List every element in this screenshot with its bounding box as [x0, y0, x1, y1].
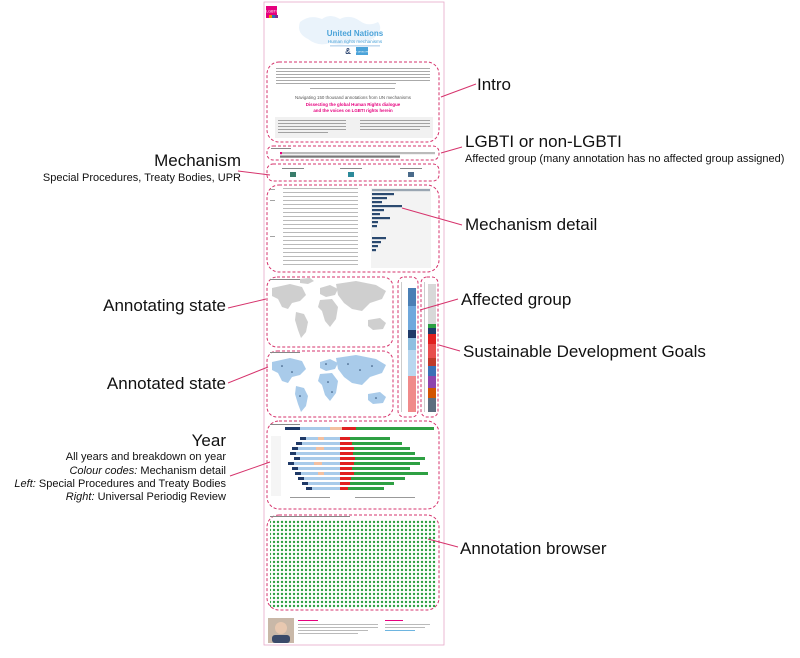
- state-marker: [325, 363, 327, 365]
- text-line: [360, 126, 430, 127]
- sdg-segment[interactable]: [428, 376, 436, 388]
- mechanism-swatch-special-procedures[interactable]: [290, 172, 296, 177]
- footer-heading-left: [298, 620, 318, 621]
- text-line: [276, 80, 430, 81]
- badge-color-4: [275, 15, 278, 18]
- year-bar-right-green[interactable]: [353, 452, 415, 455]
- callout-line-annotated-state: [228, 367, 268, 383]
- mechanism-label-upr: [400, 168, 422, 169]
- detail-bar[interactable]: [372, 189, 430, 191]
- left-navy-segment: [292, 467, 298, 470]
- category-label: [270, 189, 275, 190]
- year-bar-right-green[interactable]: [355, 457, 425, 460]
- sdg-segment[interactable]: [428, 328, 436, 334]
- year-row[interactable]: [288, 462, 420, 465]
- detail-row: [283, 256, 358, 257]
- un-title: United Nations: [326, 29, 384, 38]
- affected-group-segment[interactable]: [408, 288, 416, 306]
- year-row[interactable]: [296, 442, 402, 445]
- detail-row: [283, 240, 358, 241]
- all-years-segment[interactable]: [356, 427, 434, 430]
- year-bar-left[interactable]: [295, 472, 340, 475]
- detail-row: [283, 204, 358, 205]
- year-title-line: [270, 424, 300, 425]
- sdg-segment[interactable]: [428, 398, 436, 412]
- detail-bar[interactable]: [372, 213, 380, 215]
- category-label: [270, 236, 275, 237]
- state-marker: [299, 395, 301, 397]
- detail-row: [283, 236, 358, 237]
- year-bar-right-green[interactable]: [354, 447, 410, 450]
- detail-row: [283, 188, 358, 189]
- year-line3-label: Left:: [14, 478, 36, 490]
- callout-line-intro: [441, 84, 476, 97]
- year-bar-right-red[interactable]: [340, 437, 350, 440]
- callout-line-annotating-state: [228, 299, 266, 308]
- left-navy-segment: [295, 472, 301, 475]
- year-axis-labels: [271, 436, 281, 496]
- year-row[interactable]: [295, 472, 428, 475]
- callout-annotated-state-title: Annotated state: [106, 374, 226, 393]
- detail-row: [283, 252, 358, 253]
- callout-mechanism-subtitle: Special Procedures, Treaty Bodies, UPR: [42, 172, 241, 184]
- footer-text-line: [385, 627, 425, 628]
- year-bar-right-red[interactable]: [340, 457, 355, 460]
- text-line: [278, 123, 346, 124]
- detail-row: [283, 260, 358, 261]
- year-bar-right-red[interactable]: [340, 447, 354, 450]
- left-peach-segment: [316, 447, 324, 450]
- state-marker: [371, 365, 373, 367]
- un-subtitle-line: [330, 45, 380, 47]
- sdg-logo-text: SUSTAINABLE DEVELOPMENT GOALS: [343, 51, 381, 54]
- footer-text-line: [298, 627, 378, 628]
- year-row[interactable]: [298, 477, 405, 480]
- left-navy-segment: [296, 442, 302, 445]
- year-bar-right-red[interactable]: [340, 477, 351, 480]
- browser-title-line: [270, 516, 350, 517]
- text-line: [276, 77, 430, 78]
- annotation-dot-grid[interactable]: [270, 520, 436, 608]
- year-bar-right-green[interactable]: [354, 472, 428, 475]
- text-line: [360, 120, 430, 121]
- detail-bar[interactable]: [372, 193, 394, 195]
- headline-pink-1: Dissecting the global Human Rights dialogue: [305, 102, 401, 107]
- author-photo-shirt: [272, 635, 290, 643]
- left-peach-segment: [318, 437, 324, 440]
- callout-sdg-title: Sustainable Development Goals: [463, 342, 706, 361]
- detail-bar[interactable]: [372, 205, 402, 207]
- callout-lgbti-subtitle: Affected group (many annotation has no affected group assigned): [465, 153, 785, 165]
- callout-year-line4: [66, 491, 226, 503]
- state-marker: [359, 369, 361, 371]
- left-peach-segment: [314, 462, 322, 465]
- state-marker: [291, 371, 293, 373]
- headline-grey: Navigating 150 thousand annotations from UN mechanisms: [295, 95, 411, 100]
- mechanism-label-treaty-bodies: [340, 168, 362, 169]
- year-bar-right-red[interactable]: [340, 482, 350, 485]
- footer-text-line: [298, 633, 358, 634]
- text-line: [278, 120, 346, 121]
- year-row[interactable]: [294, 457, 425, 460]
- annotation-browser-section: [267, 515, 439, 610]
- footer-link-line[interactable]: [385, 630, 415, 631]
- lgbti-bar: [280, 152, 282, 154]
- detail-row: [283, 224, 358, 225]
- detail-row: [283, 264, 358, 265]
- lgbti-badge-text: LGBTI: [266, 9, 277, 14]
- all-years-segment[interactable]: [300, 427, 330, 430]
- text-line: [360, 129, 420, 130]
- state-marker: [327, 381, 329, 383]
- map-title-line: [270, 352, 300, 353]
- detail-bar[interactable]: [372, 221, 378, 223]
- callout-intro-title: Intro: [477, 75, 512, 94]
- detail-bar[interactable]: [372, 201, 382, 203]
- year-bar-right-green[interactable]: [348, 487, 384, 490]
- callout-year-line2: [69, 465, 226, 477]
- all-years-bar[interactable]: [285, 427, 434, 430]
- detail-bar[interactable]: [372, 237, 386, 239]
- all-years-segment[interactable]: [285, 427, 300, 430]
- footer-heading-right: [385, 620, 403, 621]
- year-line2-label: Colour codes:: [69, 465, 138, 477]
- state-marker: [347, 363, 349, 365]
- footer-text-line: [298, 630, 368, 631]
- year-line4-label: Right:: [65, 491, 95, 503]
- footer-text-line: [298, 624, 378, 625]
- left-navy-segment: [302, 482, 308, 485]
- affected-group-labels: [401, 282, 402, 412]
- text-line: [276, 71, 430, 72]
- category-label: [270, 200, 275, 201]
- detail-bar-panel: [371, 188, 431, 268]
- left-navy-segment: [300, 437, 306, 440]
- text-line: [276, 68, 430, 69]
- affected-group-segment[interactable]: [408, 338, 416, 350]
- text-line: [310, 88, 395, 89]
- year-bar-right-green[interactable]: [352, 467, 410, 470]
- year-row[interactable]: [302, 482, 394, 485]
- detail-row: [283, 196, 358, 197]
- year-bar-right-red[interactable]: [340, 462, 354, 465]
- text-line: [278, 126, 346, 127]
- year-bar-right-red[interactable]: [340, 452, 353, 455]
- callout-mechanism-title: Mechanism: [154, 151, 241, 170]
- sdg-segment[interactable]: [428, 388, 436, 398]
- year-bar-left[interactable]: [296, 442, 340, 445]
- callout-lgbti-title: LGBTI or non-LGBTI: [465, 132, 622, 151]
- left-navy-segment: [298, 477, 304, 480]
- headline-pink-2: and the voices on LGBTI rights herein: [313, 108, 393, 113]
- year-line3-value: Special Procedures and Treaty Bodies: [35, 478, 226, 490]
- state-marker: [281, 365, 283, 367]
- callout-mechanism-detail-title: Mechanism detail: [465, 215, 598, 234]
- year-row[interactable]: [292, 447, 410, 450]
- detail-bar[interactable]: [372, 209, 384, 211]
- text-line: [360, 123, 430, 124]
- year-bar-right-green[interactable]: [350, 437, 390, 440]
- badge-color-2: [269, 15, 272, 18]
- state-marker: [375, 397, 377, 399]
- year-row[interactable]: [300, 437, 390, 440]
- text-line: [278, 132, 328, 133]
- detail-bar[interactable]: [372, 249, 376, 251]
- sdg-labels: [424, 282, 425, 412]
- year-bar-right-red[interactable]: [340, 442, 352, 445]
- left-navy-segment: [288, 462, 294, 465]
- year-bar-right-red[interactable]: [340, 472, 354, 475]
- year-bar-right-red[interactable]: [340, 467, 352, 470]
- mechanism-swatch-upr[interactable]: [408, 172, 414, 177]
- year-line4-value: Universal Periodig Review: [94, 491, 226, 503]
- year-axis-caption-left: [290, 497, 330, 498]
- callout-year-title: Year: [191, 431, 226, 450]
- callout-year-line3: [14, 478, 226, 490]
- text-line: [276, 83, 396, 84]
- left-navy-segment: [294, 457, 300, 460]
- affected-group-segment[interactable]: [408, 330, 416, 338]
- sdg-segment[interactable]: [428, 344, 436, 358]
- text-line: [278, 129, 346, 130]
- affected-group-segment[interactable]: [408, 376, 416, 412]
- text-line: [276, 74, 430, 75]
- sdg-segment[interactable]: [428, 358, 436, 366]
- detail-bar[interactable]: [372, 241, 381, 243]
- callout-annotating-state-title: Annotating state: [103, 296, 226, 315]
- year-bar-left[interactable]: [292, 467, 340, 470]
- callout-annotation-browser-title: Annotation browser: [460, 539, 607, 558]
- detail-row: [283, 192, 358, 193]
- year-row[interactable]: [306, 487, 384, 490]
- left-navy-segment: [306, 487, 312, 490]
- detail-bar[interactable]: [372, 197, 387, 199]
- affected-group-section: [398, 277, 418, 417]
- detail-bar[interactable]: [372, 217, 390, 219]
- detail-row: [283, 216, 358, 217]
- left-peach-segment: [318, 472, 324, 475]
- map-title-line: [270, 279, 300, 280]
- year-row[interactable]: [292, 467, 410, 470]
- detail-row: [283, 220, 358, 221]
- affected-group-segment[interactable]: [408, 350, 416, 376]
- sdg-segment[interactable]: [428, 284, 436, 324]
- sdg-segment[interactable]: [428, 324, 436, 328]
- mechanism-swatch-treaty-bodies[interactable]: [348, 172, 354, 177]
- non-lgbti-bar: [280, 152, 435, 154]
- footer-text-line: [385, 624, 430, 625]
- callout-year-line1: All years and breakdown on year: [65, 451, 226, 463]
- mechanism-label-special-procedures: [282, 168, 304, 169]
- detail-row: [283, 212, 358, 213]
- lgbti-label-line: [271, 148, 291, 149]
- year-bar-right-green[interactable]: [351, 477, 405, 480]
- affected-group-stack[interactable]: [408, 288, 416, 412]
- left-navy-segment: [292, 447, 298, 450]
- badge-color-3: [272, 15, 275, 18]
- year-line2-value: Mechanism detail: [137, 465, 226, 477]
- state-marker: [331, 391, 333, 393]
- all-years-segment[interactable]: [342, 427, 356, 430]
- affected-group-segment[interactable]: [408, 306, 416, 330]
- year-bar-right-red[interactable]: [340, 487, 348, 490]
- sdg-segment[interactable]: [428, 334, 436, 344]
- year-row[interactable]: [290, 452, 415, 455]
- year-axis-caption-right: [355, 497, 415, 498]
- ampersand: &: [345, 47, 351, 56]
- sdg-segment[interactable]: [428, 366, 436, 376]
- detail-row: [283, 244, 358, 245]
- year-bar-right-green[interactable]: [352, 442, 402, 445]
- detail-bar[interactable]: [372, 225, 377, 227]
- year-bar-right-green[interactable]: [354, 462, 420, 465]
- sdg-stack[interactable]: [428, 284, 436, 412]
- detail-row: [283, 248, 358, 249]
- detail-row: [283, 200, 358, 201]
- unassigned-bar: [280, 156, 400, 158]
- year-bar-left[interactable]: [298, 477, 340, 480]
- year-bar-right-green[interactable]: [350, 482, 394, 485]
- year-bar-left[interactable]: [294, 457, 340, 460]
- un-subtitle: Human rights mechanisms: [327, 39, 383, 44]
- badge-color-1: [266, 15, 269, 18]
- detail-bar[interactable]: [372, 245, 378, 247]
- all-years-segment[interactable]: [330, 427, 342, 430]
- left-navy-segment: [290, 452, 296, 455]
- detail-row: [283, 208, 358, 209]
- year-bar-left[interactable]: [290, 452, 340, 455]
- callout-affected-group-title: Affected group: [461, 290, 572, 309]
- author-photo-face: [275, 622, 287, 634]
- detail-row: [283, 232, 358, 233]
- detail-row: [283, 228, 358, 229]
